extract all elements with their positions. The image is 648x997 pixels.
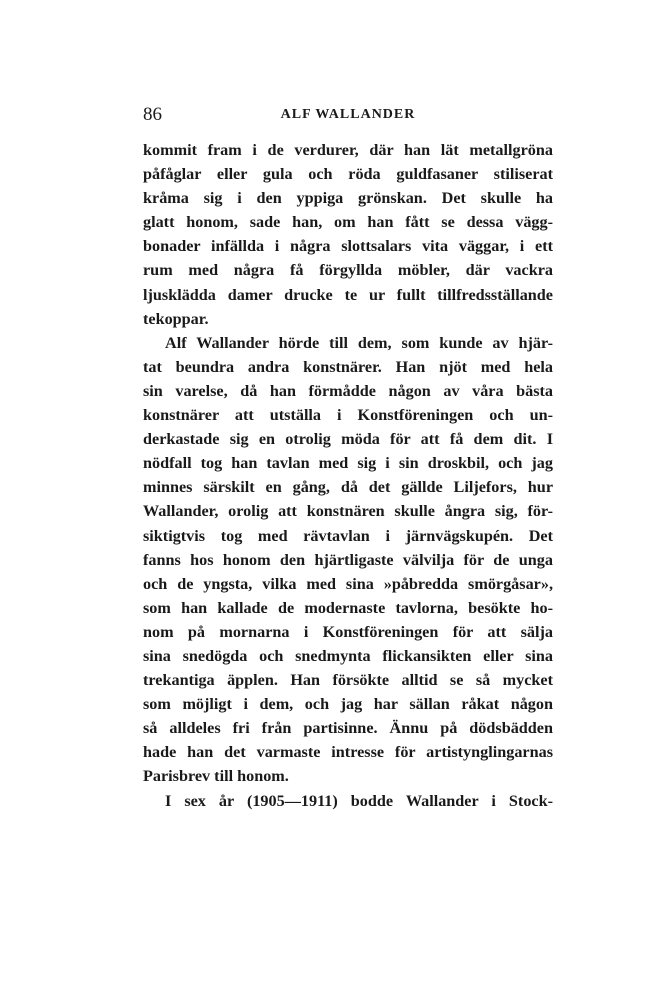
text-line: nom på mornarna i Konstföreningen för att sälja bbox=[143, 622, 553, 641]
text-line: derkastade sig en otrolig möda för att få dem dit. I bbox=[143, 430, 553, 449]
text-line: sin varelse, då han förmådde någon av våra bästa bbox=[143, 381, 553, 400]
text-line: fanns hos honom den hjärtligaste välvilja för de unga bbox=[143, 550, 553, 569]
page-number: 86 bbox=[143, 104, 162, 125]
text-line: glatt honom, sade han, om han fått se dessa vägg- bbox=[143, 213, 553, 232]
text-line: Wallander, orolig att konstnären skulle ångra sig, för- bbox=[143, 502, 553, 521]
text-line: Alf Wallander hörde till dem, som kunde av hjär- bbox=[165, 333, 553, 352]
running-title: ALF WALLANDER bbox=[280, 107, 416, 122]
text-line: siktigtvis tog med rävtavlan i järnvägskupén. Det bbox=[143, 526, 553, 545]
text-line: ljusklädda damer drucke te ur fullt tillfredsställande bbox=[143, 285, 553, 304]
text-line: kommit fram i de verdurer, där han lät metallgröna bbox=[143, 141, 553, 159]
text-line: tat beundra andra konstnärer. Han njöt med hela bbox=[143, 357, 553, 376]
text-line: bonader infällda i några slottsalars vita väggar, i ett bbox=[143, 237, 553, 256]
text-line: kråma sig i den yppiga grönskan. Det skulle ha bbox=[143, 189, 553, 208]
text-line: som han kallade de modernaste tavlorna, besökte ho- bbox=[143, 598, 553, 617]
text-line: som möjligt i dem, och jag har sällan råkat någon bbox=[143, 695, 553, 714]
text-line: så alldeles fri från partisinne. Ännu på dödsbädden bbox=[143, 719, 553, 738]
text-line: hade han det varmaste intresse för artistynglingarnas bbox=[143, 743, 553, 762]
text-line: konstnärer att utställa i Konstföreningen och un- bbox=[143, 406, 553, 425]
text-line: och de yngsta, vilka med sina »påbredda smörgåsar», bbox=[143, 574, 553, 593]
running-head bbox=[143, 103, 553, 127]
text-line: trekantiga äpplen. Han försökte alltid se så mycket bbox=[143, 671, 553, 690]
text-line: rum med några få förgyllda möbler, där vackra bbox=[143, 261, 553, 280]
body-text bbox=[143, 138, 553, 813]
text-line: tekoppar. bbox=[143, 309, 209, 328]
text-line: sina snedögda och snedmynta flickansikten eller sina bbox=[143, 646, 553, 665]
text-line: påfåglar eller gula och röda guldfasaner stiliserat bbox=[143, 165, 553, 184]
text-line: nödfall tog han tavlan med sig i sin droskbil, och jag bbox=[143, 454, 553, 473]
text-line: minnes särskilt en gång, då det gällde Liljefors, hur bbox=[143, 478, 553, 497]
text-line: I sex år (1905—1911) bodde Wallander i Stock- bbox=[165, 791, 553, 810]
text-line: Parisbrev till honom. bbox=[143, 767, 289, 786]
